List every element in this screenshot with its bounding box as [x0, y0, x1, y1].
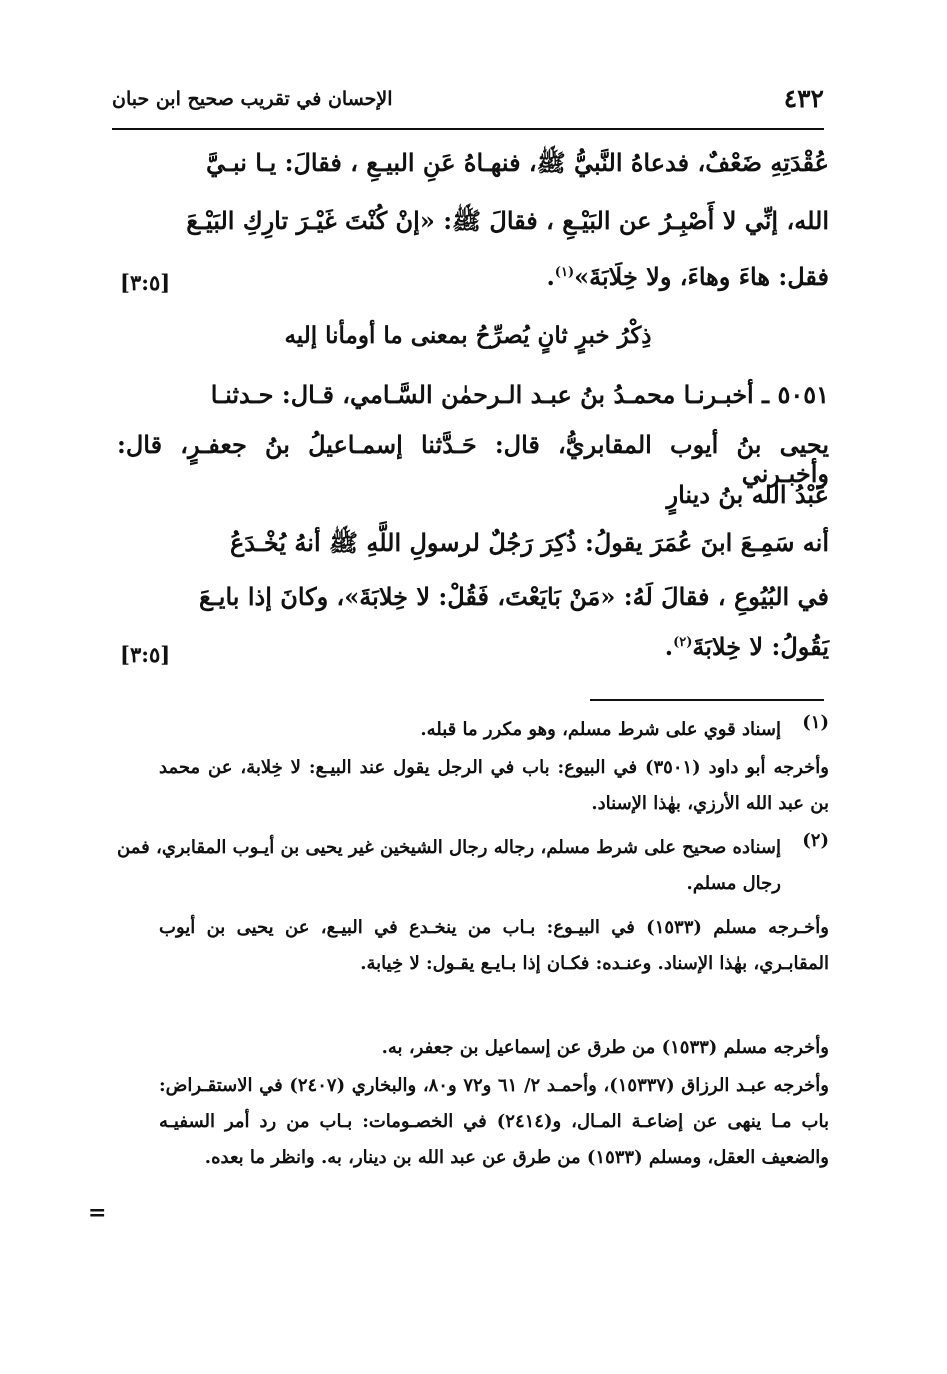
section-heading: ذِكْرُ خبرٍ ثانٍ يُصرِّحُ بمعنى ما أومأنا إليه [284, 322, 652, 349]
body-line: يحيى بنُ أيوب المقابريُّ، قال: حَـدَّثنا إسمـاعيلُ بنُ جعفـرٍ، قال: وأخبـرني [117, 430, 829, 488]
body-text: فقل: هاءَ وهاءَ، ولا خِلَابَةَ» [574, 262, 829, 291]
body-line: أنه سَمِـعَ ابنَ عُمَرَ يقولُ: ذُكِرَ رَجُلٌ لرسولِ اللَّهِ ﷺ أنهُ يُخْـدَعُ [229, 528, 829, 557]
body-text: . [546, 262, 555, 291]
citation: [٣:٥] [120, 642, 171, 667]
body-line [546, 262, 829, 291]
body-line: عُقْدَتِهِ ضَعْفٌ، فدعاهُ النَّبيُّ ﷺ، فنهـاهُ عَنِ البيـعِ ، فقالَ: يـا نبـيَّ [205, 148, 829, 177]
footnote [117, 712, 829, 748]
body-line: ٥٠٥١ ـ أخبـرنـا محمـدُ بنُ عبـد الـرحمٰن السَّـامي، قـال: حـدثنـا [210, 380, 829, 409]
continuation-mark: = [88, 1200, 107, 1226]
footnote-text: إسناده صحيح على شرط مسلم، رجاله رجال الشيخين غير يحيى بن أيـوب المقابري، فمن رجال مسلم. [117, 837, 781, 894]
page-number: ٤٣٢ [783, 84, 824, 113]
page-header [112, 84, 824, 124]
body-line: في البُيُوعِ ، فقالَ لَهُ: «مَنْ بَايَعْتَ، فَقُلْ: لا خِلابَةَ»، وكانَ إذا بايـعَ [199, 582, 829, 611]
body-line: عَبْدُ الله بنُ دينارٍ [666, 480, 829, 509]
footnote-paragraph: وأخـرجه مسلم (١٥٣٣) في البيـوع: بـاب من ينخـدع في البيـع، عن يحيى بن أيوب المقابـري، بهٰذا الإسناد. وعنـده: فكـان إذا بـايـع يقـول: لا خِيابة. [159, 917, 829, 974]
body-line [665, 632, 829, 661]
running-title: الإحسان في تقريب صحيح ابن حبان [112, 88, 393, 110]
footnote-paragraph [159, 750, 829, 822]
footnote-ref: (٢) [673, 635, 693, 650]
body-line: الله، إنِّي لا أَصْبِـرُ عن البَيْـعِ ، فقالَ ﷺ: «إنْ كُنْتَ غَيْـرَ تارِكِ البَيْـعَ [186, 206, 829, 235]
body-text: . [664, 632, 674, 661]
citation: [٣:٥] [120, 270, 171, 295]
footnote-ref: (١) [554, 265, 575, 280]
footnote-paragraph: وأخرجه مسلم (١٥٣٣) من طرق عن إسماعيل بن جعفر، به. [381, 1037, 829, 1058]
header-rule [112, 128, 824, 130]
footnote-paragraph: وأخرجه عبـد الرزاق (١٥٣٣٧)، وأحمـد ٢/ ٦١ و٧٢ و٨٠، والبخاري (٢٤٠٧) في الاستقـراض: باب مـا ينهى عن إضاعـة المـال، و(٢٤١٤) في الخصـومات: بـاب من رد أمر السفيـه والضعيف العقل، ومسلم (١٥٣٣) من طرق عن عبد الله بن دينار، به. وانظر ما بعده. [159, 1075, 829, 1168]
footnote [117, 830, 829, 902]
footnote-number: (١) [802, 712, 829, 733]
body-text: يَقُولُ: لا خِلابَةَ [692, 632, 829, 661]
footnote-separator [590, 699, 824, 701]
footnote-text: إسناد قوي على شرط مسلم، وهو مكرر ما قبله. [420, 719, 781, 740]
footnote-number: (٢) [802, 830, 829, 851]
footnote-text: وأخرجه أبو داود (٣٥٠١) في البيوع: باب في الرجل يقول عند البيـع: لا خِلابة، عن محمد بن عبد الله الأرزي، بهٰذا الإسناد. [159, 757, 829, 814]
